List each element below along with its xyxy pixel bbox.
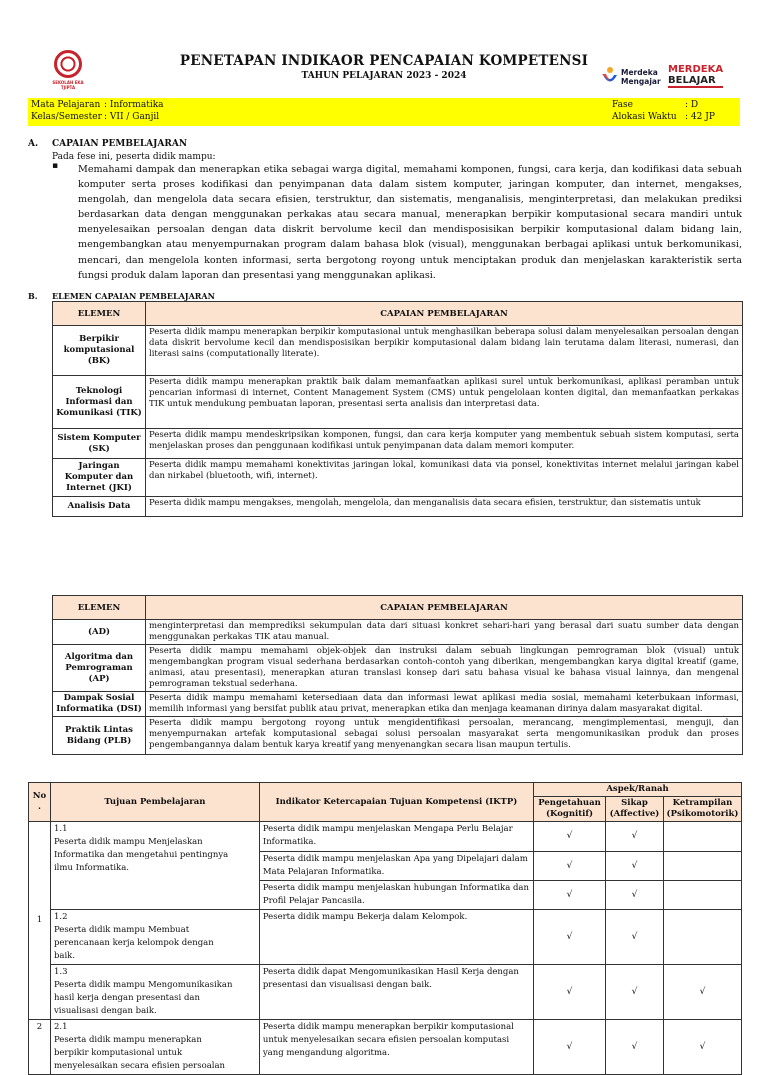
col-elemen-header: ELEMEN — [53, 596, 146, 620]
row-number: 2 — [29, 1020, 51, 1075]
iktp-cell: Peserta didik mampu menjelaskan hubungan Informatika dan Profil Pelajar Pancasila. — [259, 881, 533, 910]
tp-number: 1.3 — [53, 967, 68, 977]
tp-text: Peserta didik mampu Mengomunikasikan hasil kerja dengan presentasi dan visualisasi dengan baik. — [53, 980, 233, 1016]
tp-text: Peserta didik mampu menerapkan berpikir komputasional untuk menyelesaikan secara efisien persoalan — [53, 1035, 226, 1071]
elemen-cell: Algoritma dan Pemrograman (AP) — [53, 645, 146, 692]
check-mark: √ — [606, 881, 664, 910]
capaian-cell: Peserta didik mampu bergotong royong untuk mengidentifikasi persoalan, merancang, mengimplementasi, menguji, dan menyempurnakan artefak komputasional sebagai solusi persoalan masyarakat serta mengomunikasikan produk dan proses pengembangannya dalam bentuk karya kreatif yang menyenangkan secara lisan maupun tertulis. — [146, 717, 743, 755]
elemen-cell: (AD) — [53, 620, 146, 645]
tp-number: 2.1 — [53, 1022, 68, 1032]
tujuan-pembelajaran-table — [28, 782, 742, 1075]
table-row — [29, 910, 742, 965]
mapel-value: : Informatika — [104, 100, 164, 110]
mapel-label: Mata Pelajaran — [31, 100, 101, 110]
elemen-table-1 — [52, 301, 743, 517]
check-mark: √ — [534, 965, 606, 1020]
kelas-label: Kelas/Semester — [31, 112, 102, 122]
tp-cell — [50, 1020, 259, 1075]
check-mark: √ — [534, 852, 606, 881]
col-elemen-header: ELEMEN — [53, 302, 146, 326]
col-iktp-header: Indikator Ketercapaian Tujuan Kompetensi (IKTP) — [259, 783, 533, 822]
col-sikap-header: Sikap (Affective) — [606, 797, 664, 822]
page-title: PENETAPAN INDIKAOR PENCAPAIAN KOMPETENSI — [179, 53, 589, 69]
elemen-cell: Jaringan Komputer dan Internet (JKI) — [53, 459, 146, 497]
col-tp-header: Tujuan Pembelajaran — [50, 783, 259, 822]
kelas-value: : VII / Ganjil — [104, 112, 160, 122]
school-logo — [48, 50, 88, 94]
check-mark: √ — [534, 910, 606, 965]
table-row — [53, 717, 743, 755]
capaian-cell: menginterpretasi dan memprediksi sekumpulan data dari situasi konkret sehari-hari yang berasal dari suatu sumber data dengan menggunakan perkakas TIK atau manual. — [146, 620, 743, 645]
iktp-cell: Peserta didik dapat Mengomunikasikan Hasil Kerja dengan presentasi dan visualisasi dengan baik. — [259, 965, 533, 1020]
check-mark: √ — [534, 881, 606, 910]
table-row — [53, 645, 743, 692]
tp-number: 1.1 — [53, 824, 68, 834]
check-mark: √ — [534, 822, 606, 852]
school-logo-emblem-icon — [54, 50, 82, 78]
fase-label: Fase — [612, 100, 633, 110]
capaian-cell: Peserta didik mampu menerapkan berpikir komputasional untuk menghasilkan beberapa solusi dalam menyelesaikan persoalan dengan data diskrit bervolume kecil dan mendisposisikan berpikir komputasional dalam bidang lain terutama dalam literasi, numerasi, dan literasi sains (computationally literate). — [146, 326, 743, 376]
page-subtitle: TAHUN PELAJARAN 2023 - 2024 — [301, 71, 467, 81]
tp-number: 1.2 — [53, 912, 68, 922]
empty-cell — [663, 822, 741, 852]
capaian-cell: Peserta didik mampu mengakses, mengolah, mengelola, dan menganalisis data secara efisien, terstruktur, dan sistematis untuk — [146, 497, 743, 517]
col-capaian-header: CAPAIAN PEMBELAJARAN — [146, 596, 743, 620]
merdeka-mengajar-text-2: Mengajar — [621, 77, 661, 86]
empty-cell — [663, 881, 741, 910]
fase-value: : D — [685, 100, 699, 110]
school-logo-caption: SEKOLAH EKA TJIPTA — [52, 80, 84, 90]
empty-cell — [663, 910, 741, 965]
merdeka-belajar-text-1: MERDEKA — [668, 64, 724, 75]
section-b-heading: ELEMEN CAPAIAN PEMBELAJARAN — [52, 291, 215, 301]
check-mark: √ — [606, 965, 664, 1020]
check-mark: √ — [606, 852, 664, 881]
elemen-cell: Praktik Lintas Bidang (PLB) — [53, 717, 146, 755]
tp-cell — [50, 965, 259, 1020]
bullet-icon: ▪ — [52, 161, 59, 171]
elemen-cell: Teknologi Informasi dan Komunikasi (TIK) — [53, 376, 146, 429]
elemen-cell: Berpikir komputasional (BK) — [53, 326, 146, 376]
capaian-cell: Peserta didik mampu memahami ketersediaan data dan informasi lewat aplikasi media sosial, memahami keterbukaan informasi, memilih informasi yang bersifat publik atau privat, menerapkan etika dan menjaga keamanan dirinya dalam masyarakat digital. — [146, 692, 743, 717]
table-row — [53, 620, 743, 645]
alokasi-value: : 42 JP — [685, 112, 715, 122]
col-ketrampilan-header: Ketrampilan (Psikomotorik) — [663, 797, 741, 822]
subject-info-bar — [28, 98, 740, 126]
table-row — [53, 459, 743, 497]
table-row — [29, 1020, 742, 1075]
table-row — [53, 497, 743, 517]
section-a-intro: Pada fese ini, peserta didik mampu: — [52, 152, 216, 162]
table-row — [53, 692, 743, 717]
elemen-table-2 — [52, 595, 743, 755]
capaian-cell: Peserta didik mampu memahami konektivitas jaringan lokal, komunikasi data via ponsel, konektivitas internet melalui jaringan kabel dan nirkabel (bluetooth, wifi, internet). — [146, 459, 743, 497]
tp-cell — [50, 910, 259, 965]
merdeka-belajar-text-2: BELAJAR — [668, 75, 723, 88]
merdeka-belajar-logo — [668, 64, 723, 88]
tp-text: Peserta didik mampu Menjelaskan Informatika dan mengetahui pentingnya ilmu Informatika. — [53, 837, 229, 873]
table-row — [29, 965, 742, 1020]
check-mark: √ — [663, 965, 741, 1020]
section-a-heading: CAPAIAN PEMBELAJARAN — [52, 139, 188, 149]
iktp-cell: Peserta didik mampu menjelaskan Apa yang Dipelajari dalam Mata Pelajaran Informatika. — [259, 852, 533, 881]
check-mark: √ — [663, 1020, 741, 1075]
section-a-letter: A. — [28, 139, 39, 149]
table-row — [53, 326, 743, 376]
merdeka-mengajar-icon — [600, 66, 620, 88]
table-row — [29, 822, 742, 852]
table-row — [53, 429, 743, 459]
capaian-cell: Peserta didik mampu memahami objek-objek dan instruksi dalam sebuah lingkungan pemrograman blok (visual) untuk mengembangkan program visual sederhana berdasarkan contoh-contoh yang diberikan, mengembangkan karya digital kreatif (game, animasi, atau presentasi), menerapkan aturan translasi konsep dari satu bahasa visual ke bahasa visual lainnya, dan mengenal pemrograman tekstual sederhana. — [146, 645, 743, 692]
capaian-cell: Peserta didik mampu mendeskripsikan komponen, fungsi, dan cara kerja komputer yang membentuk sebuah sistem komputasi, serta menjelaskan proses dan penggunaan kodifikasi untuk penyimpanan data dalam memori komputer. — [146, 429, 743, 459]
iktp-cell: Peserta didik mampu menerapkan berpikir komputasional untuk menyelesaikan secara efisien persoalan komputasi yang mengandung algoritma. — [259, 1020, 533, 1075]
section-b-letter: B. — [28, 291, 38, 301]
elemen-cell: Dampak Sosial Informatika (DSI) — [53, 692, 146, 717]
check-mark: √ — [606, 1020, 664, 1075]
empty-cell — [663, 852, 741, 881]
check-mark: √ — [606, 822, 664, 852]
merdeka-mengajar-logo — [600, 66, 662, 88]
alokasi-label: Alokasi Waktu — [612, 112, 677, 122]
check-mark: √ — [606, 910, 664, 965]
capaian-paragraph: Memahami dampak dan menerapkan etika sebagai warga digital, memahami komponen, fungsi, cara kerja, dan kodifikasi data sebuah komputer serta proses kodifikasi dan penyimpanan data dalam sistem komputer, jaringan komputer, dan internet, mengakses, mengolah, dan mengelola data secara efisien, terstruktur, dan sistematis, menganalisis, menginterpretasi, dan melakukan prediksi berdasarkan data dengan menggunakan perkakas atau secara manual, menerapkan berpikir komputasional secara mandiri untuk menyelesaikan persoalan dengan data diskrit bervolume kecil dan mendisposisikan berpikir komputasional dalam bidang lain, mengembangkan atau menyempurnakan program dalam bahasa blok (visual), menggunakan berbagai aplikasi untuk berkomunikasi, mencari, dan mengelola konten informasi, serta bergotong royong untuk menciptakan produk dan menjelaskan karakteristik serta fungsi produk dalam laporan dan presentasi yang menggunakan aplikasi. — [78, 164, 742, 281]
merdeka-mengajar-text-1: Merdeka — [621, 68, 658, 77]
col-capaian-header: CAPAIAN PEMBELAJARAN — [146, 302, 743, 326]
check-mark: √ — [534, 1020, 606, 1075]
tp-cell — [50, 822, 259, 910]
elemen-cell: Sistem Komputer (SK) — [53, 429, 146, 459]
col-pengetahuan-header: Pengetahuan (Kognitif) — [534, 797, 606, 822]
capaian-cell: Peserta didik mampu menerapkan praktik baik dalam memanfaatkan aplikasi surel untuk berkomunikasi, aplikasi peramban untuk pencarian informasi di internet, Content Management System (CMS) untuk pengelolaan konten digital, dan memanfaatkan perkakas TIK untuk mendukung pembuatan laporan, presentasi serta analisis dan interpretasi data. — [146, 376, 743, 429]
document-header — [0, 0, 768, 96]
table-row — [53, 376, 743, 429]
iktp-cell: Peserta didik mampu menjelaskan Mengapa Perlu Belajar Informatika. — [259, 822, 533, 852]
elemen-cell: Analisis Data — [53, 497, 146, 517]
row-number: 1 — [29, 822, 51, 1020]
iktp-cell: Peserta didik mampu Bekerja dalam Kelompok. — [259, 910, 533, 965]
col-no-header: No . — [29, 783, 51, 822]
col-aspek-header: Aspek/Ranah — [534, 783, 742, 797]
tp-text: Peserta didik mampu Membuat perencanaan kerja kelompok dengan baik. — [53, 925, 214, 961]
